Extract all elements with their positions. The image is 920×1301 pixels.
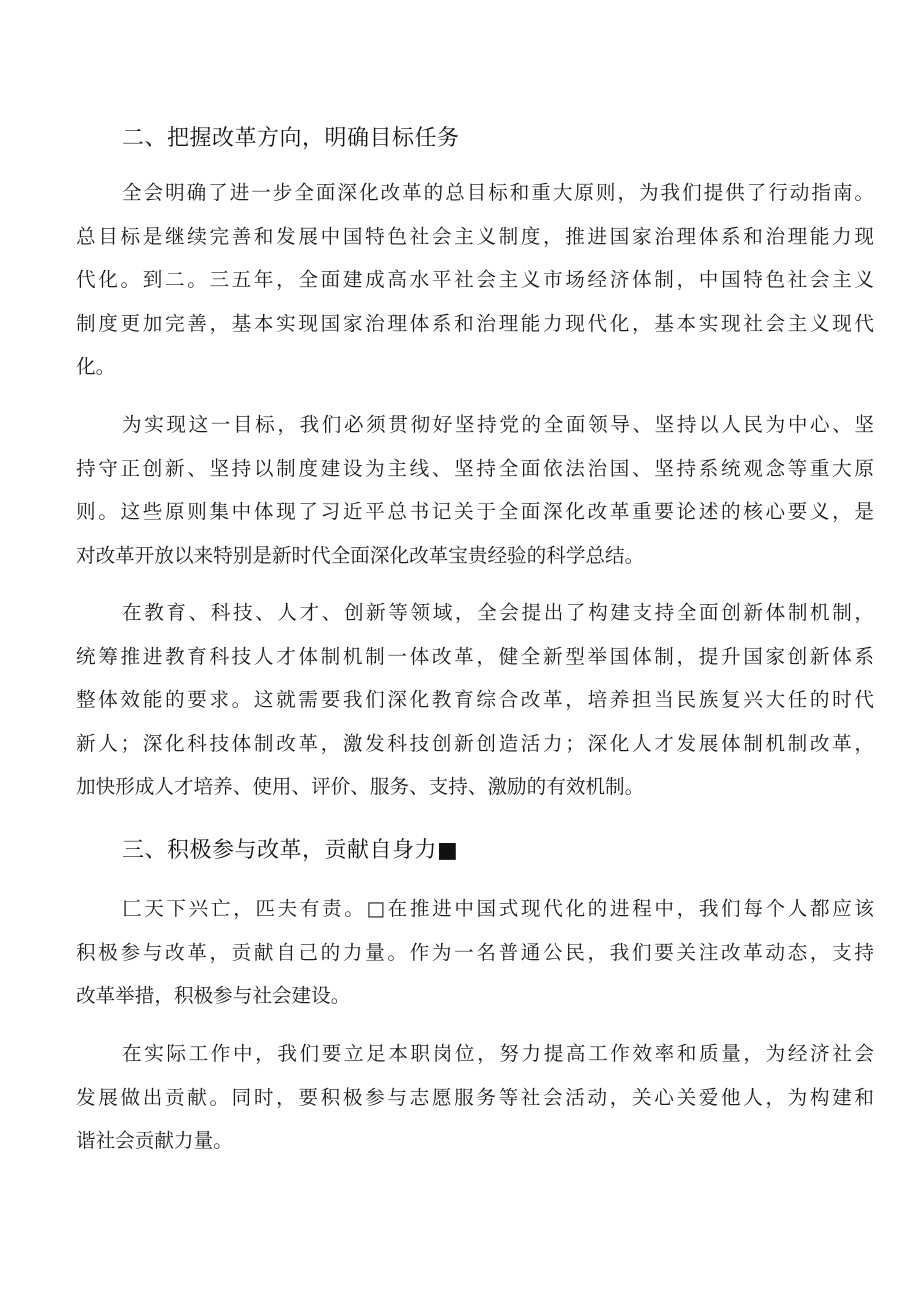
paragraph-line: 持守正创新、坚持以制度建设为主线、坚持全面依法治国、坚持系统观念等重大原	[76, 457, 874, 480]
paragraph-line: 对改革开放以来特别是新时代全面深化改革宝贵经验的科学总结。	[76, 544, 645, 567]
paragraph-line: 谐社会贡献力量。	[76, 1129, 233, 1152]
paragraph-line: 化。	[76, 355, 116, 378]
paragraph-line: 制度更加完善，基本实现国家治理体系和治理能力现代化，基本实现社会主义现代	[76, 312, 874, 335]
section-heading: 三、积极参与改革，贡献自身力■	[122, 838, 459, 863]
paragraph-line: 统筹推进教育科技人才体制机制一体改革，健全新型举国体制，提升国家创新体系	[76, 645, 874, 668]
paragraph-line: 则。这些原则集中体现了习近平总书记关于全面深化改革重要论述的核心要义，是	[76, 500, 874, 523]
paragraph-line: 在教育、科技、人才、创新等领域，全会提出了构建支持全面创新体制机制，	[122, 601, 874, 624]
paragraph-line: 改革举措，积极参与社会建设。	[76, 984, 351, 1007]
paragraph-line: 全会明确了进一步全面深化改革的总目标和重大原则，为我们提供了行动指南。	[122, 181, 874, 204]
paragraph-line: 积极参与改革，贡献自己的力量。作为一名普通公民，我们要关注改革动态，支持	[76, 941, 874, 964]
paragraph-line: 发展做出贡献。同时，要积极参与志愿服务等社会活动，关心关爱他人，为构建和	[76, 1086, 874, 1109]
section-heading: 二、把握改革方向，明确目标任务	[122, 126, 460, 151]
paragraph-line: 在实际工作中，我们要立足本职岗位，努力提高工作效率和质量，为经济社会	[122, 1042, 874, 1065]
paragraph-line: 为实现这一目标，我们必须贯彻好坚持党的全面领导、坚持以人民为中心、坚	[122, 413, 874, 436]
paragraph-line: 匚天下兴亡，匹夫有责。□在推进中国式现代化的进程中，我们每个人都应该	[122, 897, 874, 920]
paragraph-line: 加快形成人才培养、使用、评价、服务、支持、激励的有效机制。	[76, 775, 645, 798]
paragraph-line: 新人；深化科技体制改革，激发科技创新创造活力；深化人才发展体制机制改革，	[76, 732, 874, 755]
paragraph-line: 总目标是继续完善和发展中国特色社会主义制度，推进国家治理体系和治理能力现	[76, 225, 874, 248]
paragraph-line: 整体效能的要求。这就需要我们深化教育综合改革，培养担当民族复兴大任的时代	[76, 688, 874, 711]
paragraph-line: 代化。到二。三五年，全面建成高水平社会主义市场经济体制，中国特色社会主义	[76, 268, 874, 291]
